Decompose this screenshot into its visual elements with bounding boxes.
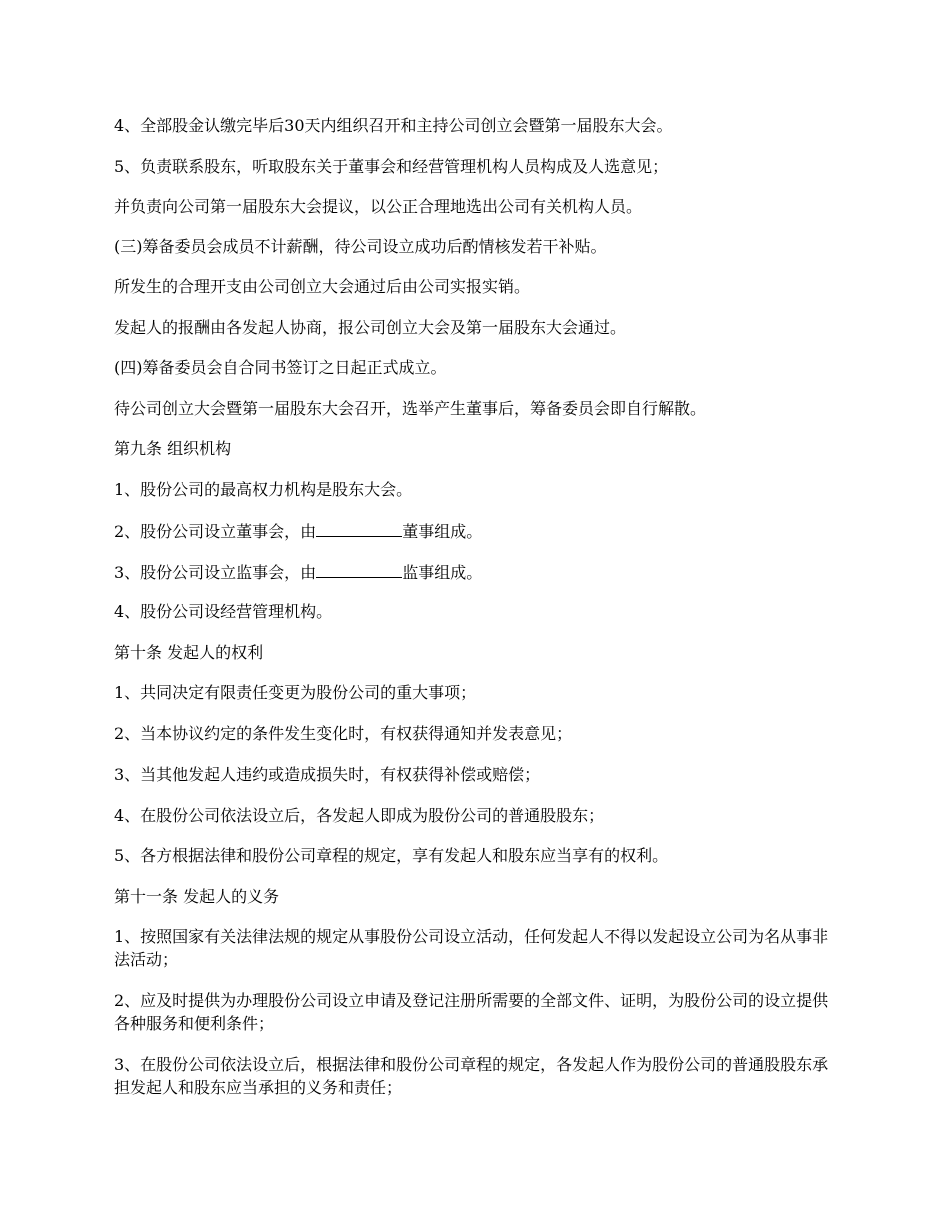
paragraph: (四)筹备委员会自合同书签订之日起正式成立。 — [114, 358, 447, 377]
fill-in-blank — [316, 560, 402, 578]
paragraph: 2、应及时提供为办理股份公司设立申请及登记注册所需要的全部文件、证明，为股份公司的设立提供各种服务和便利条件； — [114, 991, 829, 1033]
section-heading-article-10: 第十条 发起人的权利 — [114, 643, 264, 662]
paragraph: 4、在股份公司依法设立后，各发起人即成为股份公司的普通股股东； — [114, 806, 605, 825]
paragraph: 发起人的报酬由各发起人协商，报公司创立大会及第一届股东大会通过。 — [114, 318, 627, 337]
fill-in-blank — [316, 519, 402, 537]
paragraph-text: 2、股份公司设立董事会，由 — [114, 522, 317, 541]
paragraph: 3、当其他发起人违约或造成损失时，有权获得补偿或赔偿； — [114, 765, 541, 784]
paragraph: 3、在股份公司依法设立后，根据法律和股份公司章程的规定，各发起人作为股份公司的普通股股东承担发起人和股东应当承担的义务和责任； — [114, 1055, 829, 1097]
section-heading-article-9: 第九条 组织机构 — [114, 439, 232, 458]
paragraph-board-size — [114, 519, 834, 543]
section-heading-article-11: 第十一条 发起人的义务 — [114, 887, 280, 906]
paragraph-text: 监事组成。 — [402, 563, 483, 582]
paragraph: 2、当本协议约定的条件发生变化时，有权获得通知并发表意见； — [114, 724, 573, 743]
paragraph: 4、全部股金认缴完毕后30天内组织召开和主持公司创立会暨第一届股东大会。 — [114, 116, 673, 135]
paragraph-supervisory-size — [114, 560, 834, 584]
paragraph-text: 3、股份公司设立监事会，由 — [114, 563, 317, 582]
paragraph: 1、股份公司的最高权力机构是股东大会。 — [114, 480, 413, 499]
paragraph-text: 董事组成。 — [402, 522, 483, 541]
paragraph: 所发生的合理开支由公司创立大会通过后由公司实报实销。 — [114, 277, 531, 296]
paragraph: 5、负责联系股东，听取股东关于董事会和经营管理机构人员构成及人选意见； — [114, 157, 669, 176]
paragraph: 待公司创立大会暨第一届股东大会召开，选举产生董事后，筹备委员会即自行解散。 — [114, 399, 707, 418]
paragraph: 1、按照国家有关法律法规的规定从事股份公司设立活动，任何发起人不得以发起设立公司为名从事非法活动； — [114, 927, 829, 969]
paragraph: 4、股份公司设经营管理机构。 — [114, 602, 333, 621]
paragraph: 1、共同决定有限责任变更为股份公司的重大事项； — [114, 683, 477, 702]
paragraph: 5、各方根据法律和股份公司章程的规定，享有发起人和股东应当享有的权利。 — [114, 846, 669, 865]
paragraph: (三)筹备委员会成员不计薪酬，待公司设立成功后酌情核发若干补贴。 — [114, 237, 607, 256]
paragraph: 并负责向公司第一届股东大会提议，以公正合理地选出公司有关机构人员。 — [114, 197, 643, 216]
